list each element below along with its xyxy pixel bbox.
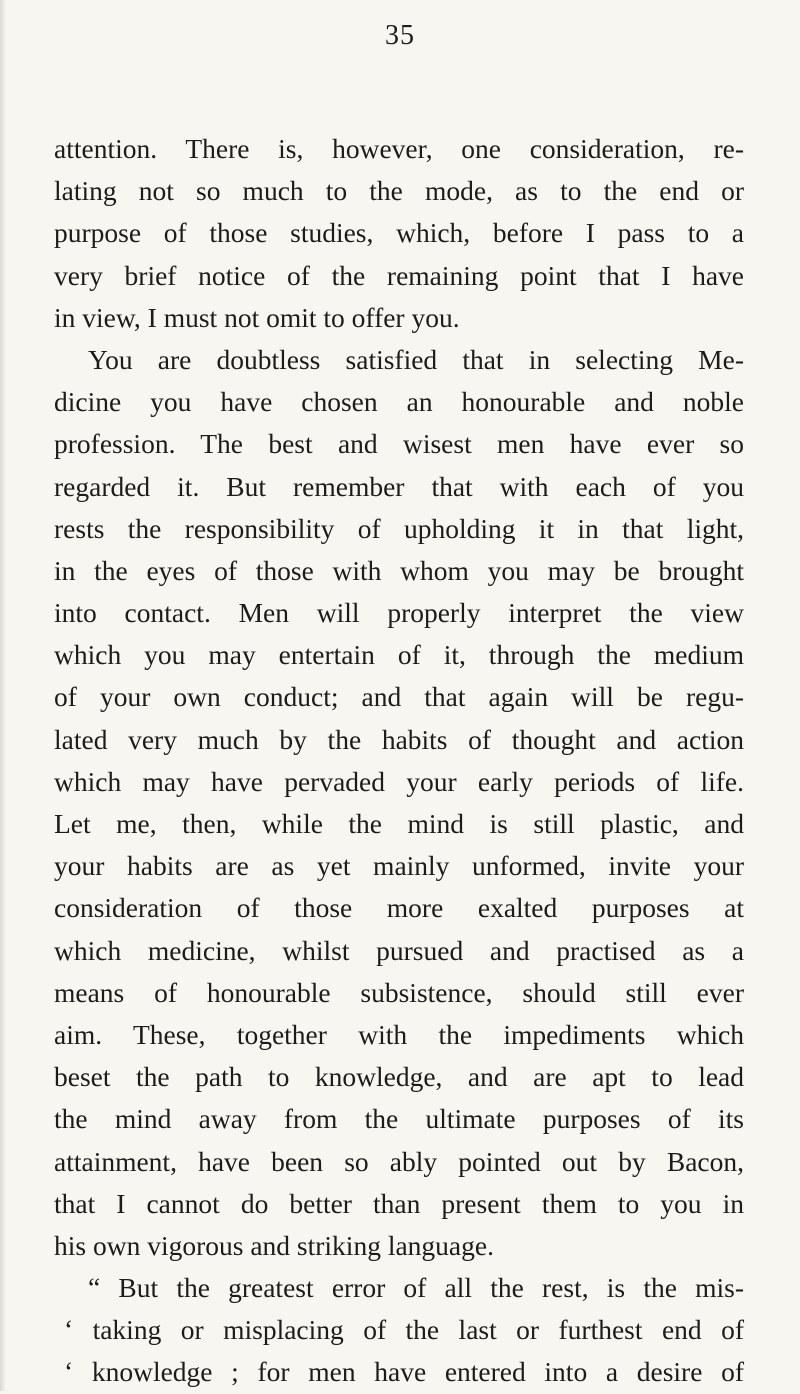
- text-line: that I cannot do better than present them to you in: [54, 1187, 744, 1219]
- text-line: attention. There is, however, one consideration, re-: [54, 133, 744, 164]
- quote-line: ‘ knowledge ; for men have entered into a desire of: [64, 1356, 744, 1388]
- text-line: the mind away from the ultimate purposes of its: [54, 1103, 744, 1135]
- quote-line: ‘ taking or misplacing of the last or furthest end of: [64, 1314, 744, 1346]
- text-line: which medicine, whilst pursued and practised as a: [54, 934, 744, 966]
- text-line: lating not so much to the mode, as to the end or: [54, 175, 744, 207]
- text-line: regarded it. But remember that with each of you: [54, 470, 744, 502]
- text-line: very brief notice of the remaining point that I have: [54, 259, 744, 291]
- text-line: of your own conduct; and that again will be regu-: [54, 681, 744, 713]
- text-line: his own vigorous and striking language.: [54, 1229, 494, 1261]
- text-line: purpose of those studies, which, before I pass to a: [54, 217, 744, 249]
- text-line: attainment, have been so ably pointed out by Bacon,: [54, 1145, 744, 1177]
- text-line: in the eyes of those with whom you may be brought: [54, 554, 744, 586]
- text-line: You are doubtless satisfied that in selecting Me-: [88, 343, 744, 375]
- text-line: profession. The best and wisest men have ever so: [54, 428, 744, 460]
- text-line: which may have pervaded your early periods of life.: [54, 765, 744, 797]
- text-line: consideration of those more exalted purposes at: [54, 892, 744, 924]
- text-line: means of honourable subsistence, should still ever: [54, 976, 744, 1008]
- quote-line: “ But the greatest error of all the rest, is the mis-: [88, 1272, 744, 1304]
- body-text: [54, 128, 744, 1394]
- text-line: in view, I must not omit to offer you.: [54, 301, 460, 333]
- text-line: into contact. Men will properly interpret the view: [54, 597, 744, 629]
- text-line: your habits are as yet mainly unformed, invite your: [54, 850, 744, 882]
- text-line: beset the path to knowledge, and are apt to lead: [54, 1061, 744, 1093]
- page-binding-edge: [0, 0, 6, 1391]
- page-number: 35: [385, 20, 415, 51]
- text-line: aim. These, together with the impediments which: [54, 1018, 744, 1050]
- text-line: rests the responsibility of upholding it in that light,: [54, 512, 744, 544]
- text-line: dicine you have chosen an honourable and noble: [54, 386, 744, 418]
- text-line: lated very much by the habits of thought and action: [54, 723, 744, 755]
- text-line: which you may entertain of it, through the medium: [54, 639, 744, 671]
- text-line: Let me, then, while the mind is still plastic, and: [54, 808, 744, 839]
